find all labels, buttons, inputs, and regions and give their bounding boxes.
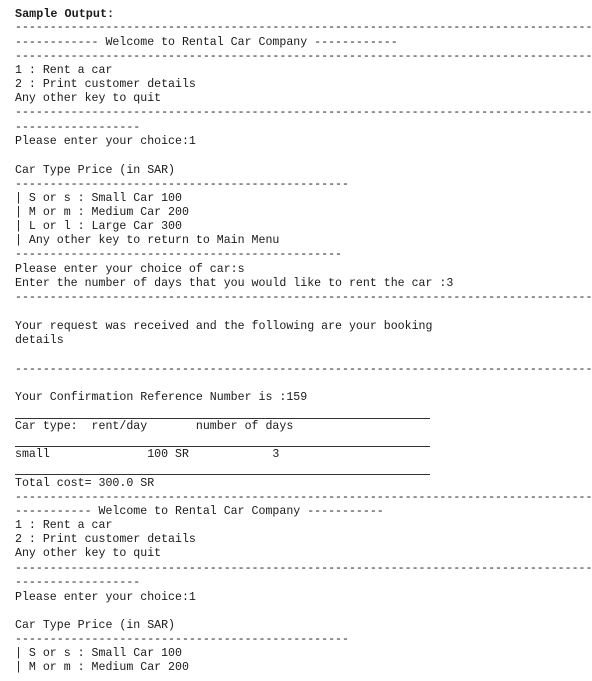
booking-table-row: small 100 SR 3 (15, 448, 280, 461)
car-option-medium: | M or m : Medium Car 200 (15, 661, 189, 674)
request-received-line-1: Your request was received and the following are your booking (15, 320, 433, 333)
dashed-separator: ----------------------------------------------------------------------------------- (15, 21, 592, 34)
dashed-separator-short: ------------------ (15, 576, 141, 589)
car-option-small: | S or s : Small Car 100 (15, 192, 182, 205)
dashed-separator: ----------------------------------------------------------------------------------- (15, 291, 592, 304)
menu-option-quit: Any other key to quit (15, 92, 162, 105)
confirmation-reference: Your Confirmation Reference Number is :159 (15, 391, 308, 404)
booking-table-top-rule (15, 418, 430, 419)
welcome-banner: ----------- Welcome to Rental Car Company ----------- (15, 505, 384, 518)
car-type-header: Car Type Price (in SAR) (15, 164, 176, 177)
menu-option-rent: 1 : Rent a car (15, 64, 113, 77)
choice-prompt: Please enter your choice:1 (15, 135, 196, 148)
sample-output-title: Sample Output: (15, 7, 115, 21)
menu-option-quit: Any other key to quit (15, 547, 162, 560)
car-type-header: Car Type Price (in SAR) (15, 619, 176, 632)
request-received-line-2: details (15, 334, 64, 347)
menu-option-rent: 1 : Rent a car (15, 519, 113, 532)
menu-option-print: 2 : Print customer details (15, 533, 196, 546)
car-option-return: | Any other key to return to Main Menu (15, 234, 280, 247)
booking-table-header-rule (15, 446, 430, 447)
car-option-medium: | M or m : Medium Car 200 (15, 206, 189, 219)
dashed-separator: ----------------------------------------------------------------------------------- (15, 562, 592, 575)
car-choice-prompt: Please enter your choice of car:s (15, 263, 245, 276)
dashed-separator: ----------------------------------------------------------------------------------- (15, 106, 592, 119)
dashed-separator: ----------------------------------------------------------------------------------- (15, 491, 592, 504)
car-option-small: | S or s : Small Car 100 (15, 647, 182, 660)
car-option-large: | L or l : Large Car 300 (15, 220, 182, 233)
dashed-separator-medium: ------------------------------------------------ (15, 178, 349, 191)
dashed-separator-short: ------------------ (15, 121, 141, 134)
dashed-separator-medium: ------------------------------------------------ (15, 633, 349, 646)
dashed-separator: ----------------------------------------------------------------------------------- (15, 50, 592, 63)
total-cost: Total cost= 300.0 SR (15, 477, 155, 490)
menu-option-print: 2 : Print customer details (15, 78, 196, 91)
choice-prompt: Please enter your choice:1 (15, 591, 196, 604)
booking-table-header: Car type: rent/day number of days (15, 420, 294, 433)
dashed-separator-medium: ----------------------------------------------- (15, 248, 342, 261)
dashed-separator: ----------------------------------------------------------------------------------- (15, 363, 592, 376)
booking-table-bottom-rule (15, 474, 430, 475)
days-prompt: Enter the number of days that you would like to rent the car :3 (15, 277, 454, 290)
welcome-banner: ------------ Welcome to Rental Car Company ------------ (15, 36, 398, 49)
